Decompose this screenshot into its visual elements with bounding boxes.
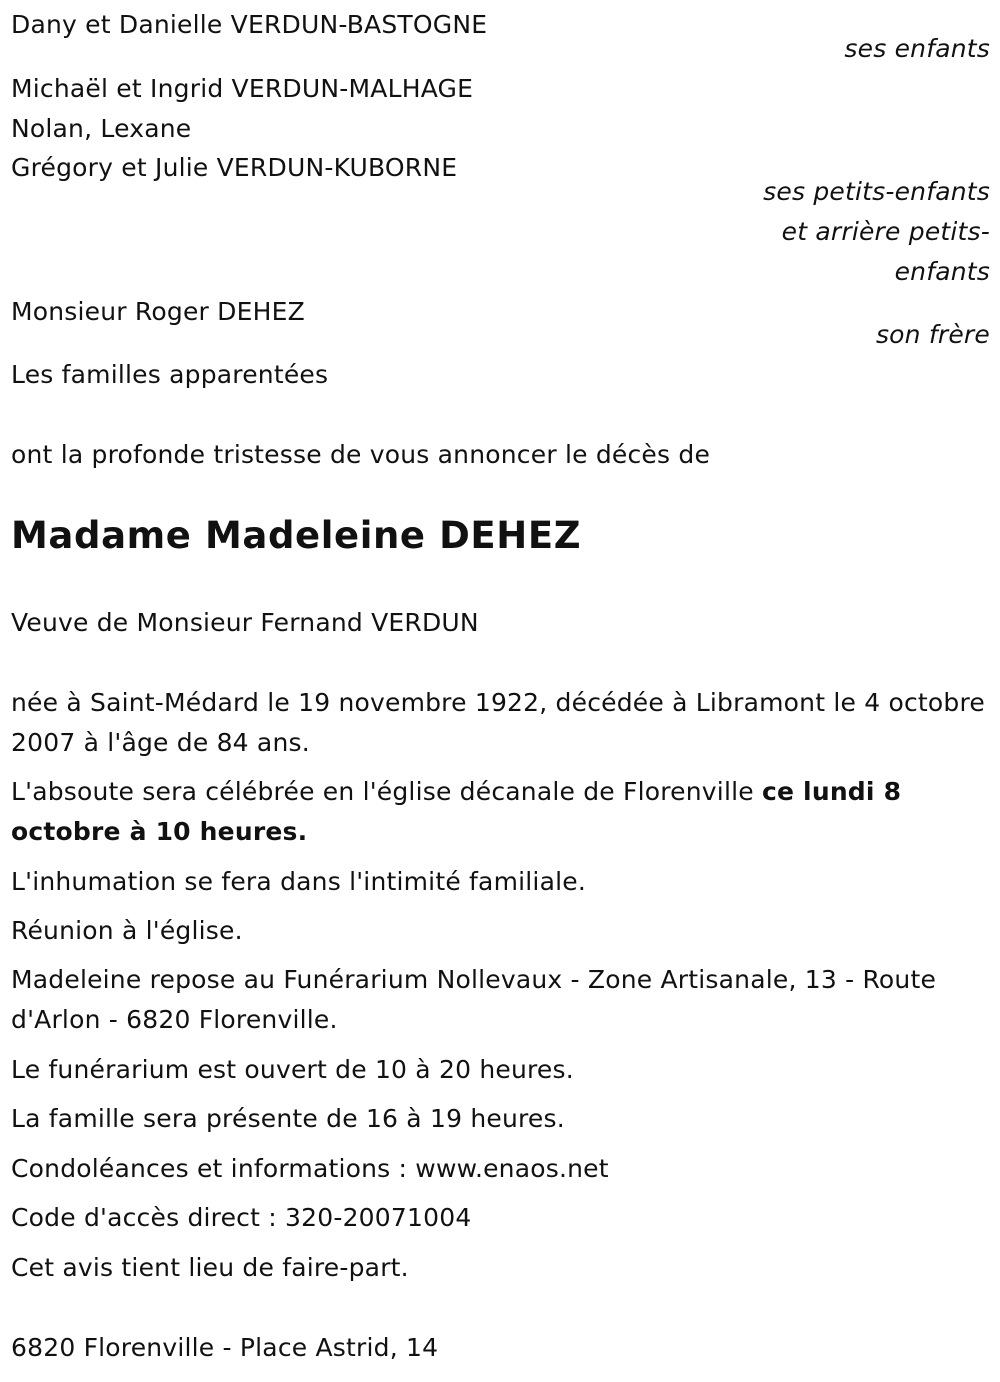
notice-text: Cet avis tient lieu de faire-part. xyxy=(11,1253,409,1282)
announcement-text: ont la profonde tristesse de vous annoncer le décès de xyxy=(11,440,711,469)
grandchildren-role-line-1: ses petits-enfants xyxy=(763,177,990,206)
inhumation-text: L'inhumation se fera dans l'intimité familiale. xyxy=(11,867,586,896)
grandchild-line-2: Nolan, Lexane xyxy=(11,114,192,143)
grandchild-line-3: Grégory et Julie VERDUN-KUBORNE xyxy=(11,153,458,182)
grandchild-line-1: Michaël et Ingrid VERDUN-MALHAGE xyxy=(11,74,474,103)
address: 6820 Florenville - Place Astrid, 14 xyxy=(11,1333,439,1362)
reunion-text: Réunion à l'église. xyxy=(11,916,243,945)
opening-hours: Le funérarium est ouvert de 10 à 20 heures. xyxy=(11,1055,574,1084)
deceased-name: Madame Madeleine DEHEZ xyxy=(11,514,582,557)
funeral-home-location: Madeleine repose au Funérarium Nollevaux - Zone Artisanale, 13 - Route d'Arlon - 6820 Florenville. xyxy=(11,965,937,1034)
family-presence: La famille sera présente de 16 à 19 heures. xyxy=(11,1104,565,1133)
brother-role: son frère xyxy=(875,320,990,349)
widow-of: Veuve de Monsieur Fernand VERDUN xyxy=(11,608,479,637)
access-code: Code d'accès direct : 320-20071004 xyxy=(11,1203,472,1232)
absoute-paragraph xyxy=(11,772,986,852)
birth-death-details: née à Saint-Médard le 19 novembre 1922, décédée à Libramont le 4 octobre 2007 à l'âge de 84 ans. xyxy=(11,688,986,757)
condolences-info: Condoléances et informations : www.enaos.net xyxy=(11,1154,609,1183)
absoute-text: L'absoute sera célébrée en l'église décanale de Florenville xyxy=(11,777,762,806)
children-names: Dany et Danielle VERDUN-BASTOGNE xyxy=(11,10,488,39)
related-families: Les familles apparentées xyxy=(11,360,329,389)
brother-name: Monsieur Roger DEHEZ xyxy=(11,297,305,326)
absoute-date: ce lundi 8 octobre à 10 heures. xyxy=(11,777,902,846)
children-role: ses enfants xyxy=(844,34,990,63)
grandchildren-role-line-2: et arrière petits- xyxy=(781,217,990,246)
grandchildren-role-line-3: enfants xyxy=(894,257,990,286)
